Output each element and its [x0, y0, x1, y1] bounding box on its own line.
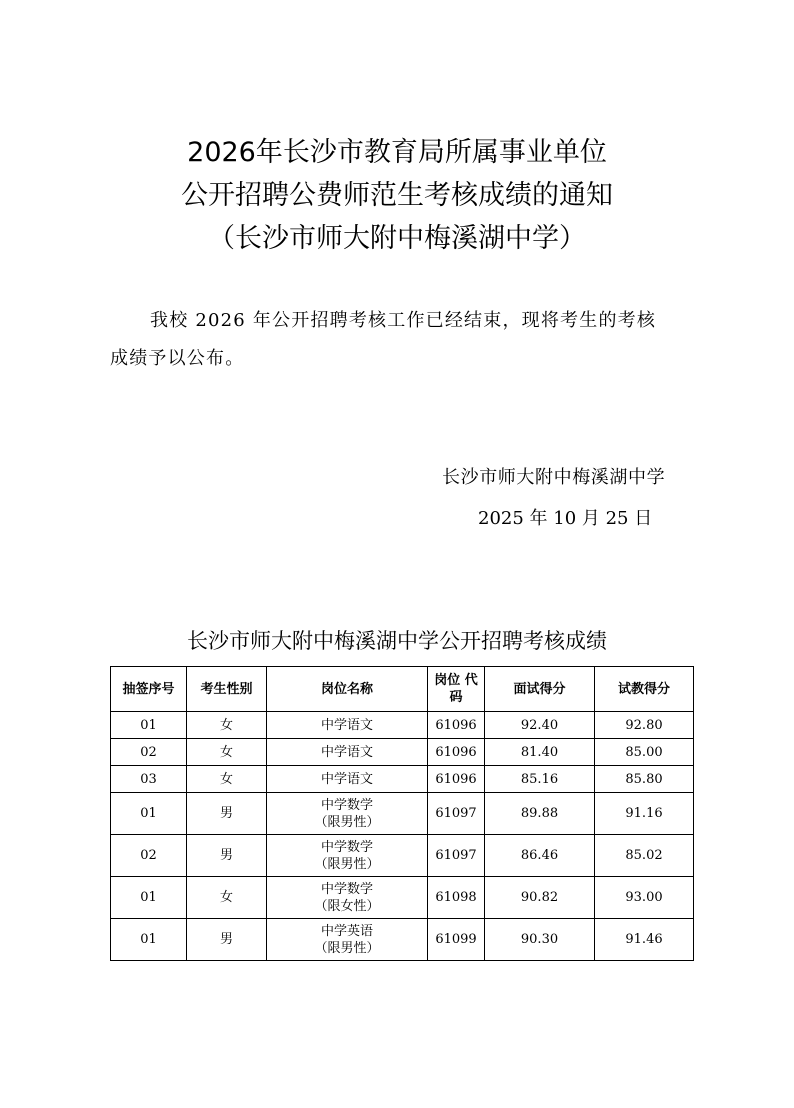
cell-code: 61098: [428, 877, 485, 919]
cell-gender: 女: [187, 766, 267, 793]
cell-draw-no: 01: [111, 793, 187, 835]
cell-position-subject: 中学数学: [320, 881, 373, 897]
cell-gender: 男: [187, 835, 267, 877]
cell-teaching: 85.80: [595, 766, 694, 793]
cell-teaching: 85.00: [595, 739, 694, 766]
cell-draw-no: 02: [111, 739, 187, 766]
table-header-row: [111, 667, 694, 712]
cell-position-subject: 中学数学: [320, 797, 373, 813]
cell-draw-no: 01: [111, 712, 187, 739]
cell-teaching: 93.00: [595, 877, 694, 919]
table-row: [111, 919, 694, 961]
cell-position: [267, 835, 428, 877]
notice-title-line-1: 2026年长沙市教育局所属事业单位: [187, 137, 607, 168]
cell-position-note: （限男性）: [314, 856, 380, 872]
cell-position: 中学语文: [267, 739, 428, 766]
header-interview-score: 面试得分: [485, 667, 595, 712]
cell-draw-no: 02: [111, 835, 187, 877]
cell-position-subject: 中学英语: [320, 923, 373, 939]
cell-gender: 女: [187, 712, 267, 739]
cell-interview: 86.46: [485, 835, 595, 877]
cell-gender: 男: [187, 919, 267, 961]
cell-draw-no: 03: [111, 766, 187, 793]
header-position-code-line-1: 岗位: [434, 673, 461, 688]
cell-draw-no: 01: [111, 919, 187, 961]
notice-body-line-1: 我校 2026 年公开招聘考核工作已经结束，现将考生的考核: [150, 310, 657, 331]
score-table: [110, 666, 694, 961]
header-draw-no: 抽签序号: [111, 667, 187, 712]
cell-position-note: （限女性）: [314, 898, 380, 914]
cell-interview: 89.88: [485, 793, 595, 835]
cell-code: 61096: [428, 766, 485, 793]
cell-teaching: 91.16: [595, 793, 694, 835]
cell-position: [267, 793, 428, 835]
header-position-code: [428, 667, 485, 712]
cell-gender: 女: [187, 877, 267, 919]
cell-interview: 85.16: [485, 766, 595, 793]
cell-gender: 男: [187, 793, 267, 835]
header-position-code-line-2: 代码: [449, 673, 478, 705]
notice-title-line-2: 公开招聘公费师范生考核成绩的通知: [181, 180, 613, 211]
table-row: [111, 766, 694, 793]
header-gender: 考生性别: [187, 667, 267, 712]
cell-interview: 92.40: [485, 712, 595, 739]
signature-date: 2025 年 10 月 25 日: [478, 508, 653, 529]
cell-code: 61097: [428, 793, 485, 835]
table-row: [111, 877, 694, 919]
cell-position: 中学语文: [267, 766, 428, 793]
cell-interview: 81.40: [485, 739, 595, 766]
cell-teaching: 85.02: [595, 835, 694, 877]
cell-position-subject: 中学数学: [320, 839, 373, 855]
notice-body-line-2: 成绩予以公布。: [110, 348, 245, 369]
notice-title-line-3: （长沙市师大附中梅溪湖中学）: [208, 223, 586, 254]
cell-code: 61099: [428, 919, 485, 961]
cell-code: 61097: [428, 835, 485, 877]
header-teaching-score: 试教得分: [595, 667, 694, 712]
cell-interview: 90.82: [485, 877, 595, 919]
cell-code: 61096: [428, 739, 485, 766]
cell-teaching: 91.46: [595, 919, 694, 961]
cell-position-note: （限男性）: [314, 940, 380, 956]
table-row: [111, 793, 694, 835]
cell-position: [267, 877, 428, 919]
cell-draw-no: 01: [111, 877, 187, 919]
cell-position: [267, 919, 428, 961]
cell-gender: 女: [187, 739, 267, 766]
table-row: [111, 712, 694, 739]
table-row: [111, 739, 694, 766]
cell-teaching: 92.80: [595, 712, 694, 739]
cell-position-note: （限男性）: [314, 814, 380, 830]
header-position-name: 岗位名称: [267, 667, 428, 712]
cell-position: 中学语文: [267, 712, 428, 739]
signature-school: 长沙市师大附中梅溪湖中学: [442, 467, 666, 488]
cell-code: 61096: [428, 712, 485, 739]
table-row: [111, 835, 694, 877]
cell-interview: 90.30: [485, 919, 595, 961]
table-title: 长沙市师大附中梅溪湖中学公开招聘考核成绩: [187, 629, 607, 653]
